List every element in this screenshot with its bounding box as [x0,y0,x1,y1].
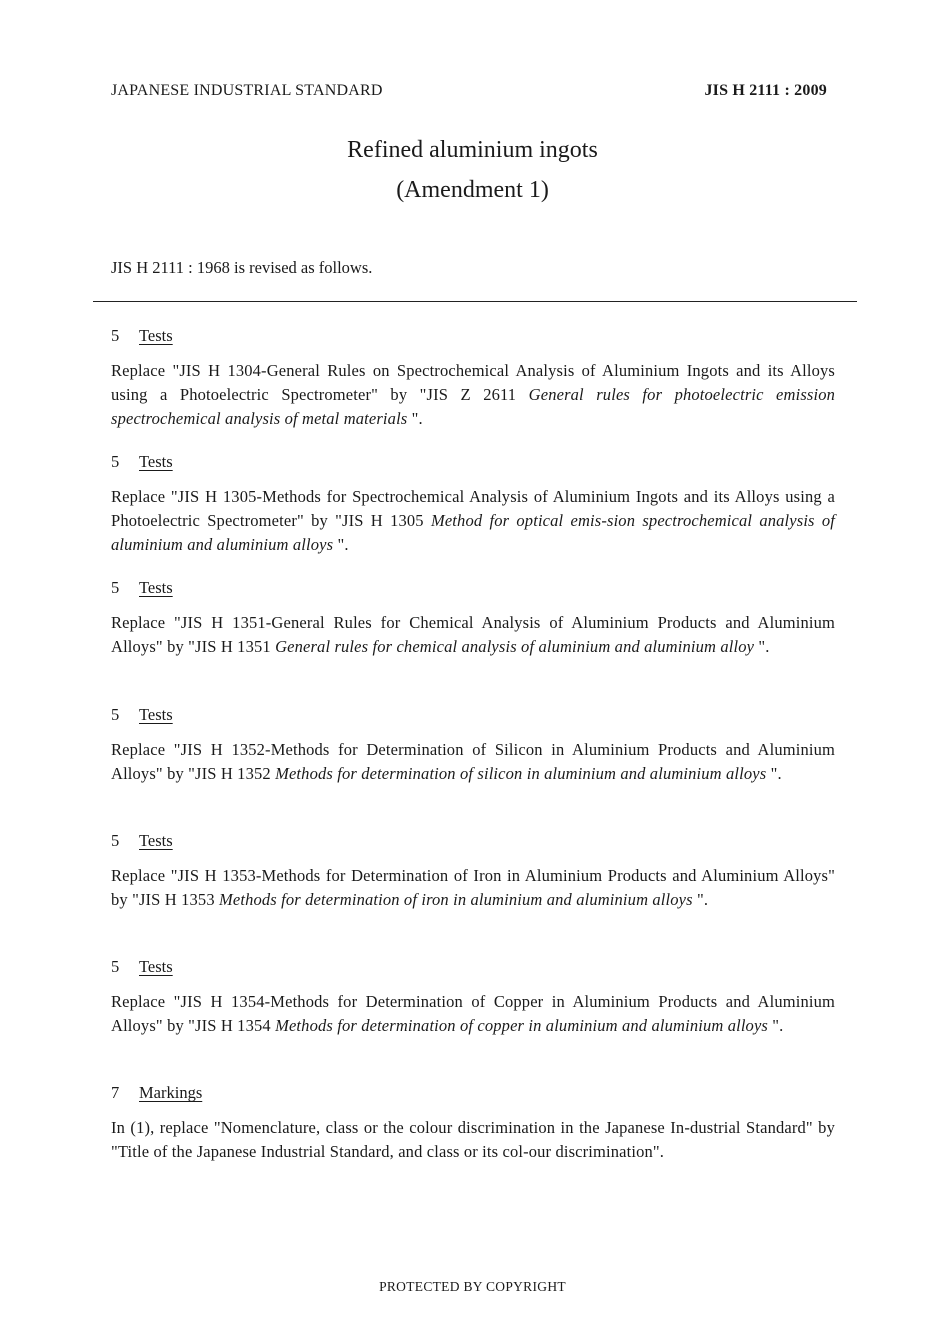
clause-number: 5 [111,830,120,850]
intro-text: JIS H 2111 : 1968 is revised as follows. [111,258,373,277]
clause-title: Tests [139,830,173,850]
clause-title: Tests [139,452,173,472]
clause-text: Replace "JIS H 1352-Methods for Determination of Silicon in Aluminium Products and Aluminium Alloys" by "JIS H 1352 [111,739,835,783]
clause-text-end: ". [407,409,423,428]
clause-text-end: ". [768,1015,784,1035]
clause-item [111,451,835,577]
clause-heading [111,830,835,852]
clause-italic-title: Methods for determination of copper in aluminium and aluminium alloys [275,1015,769,1035]
clause-body [111,990,835,1038]
clause-item [111,704,835,830]
clause-number: 7 [111,1083,120,1103]
clause-list [111,325,835,1208]
clause-italic-title: Method for optical emis-sion spectrochemical analysis of aluminium and aluminium alloys [111,511,835,555]
document-title [0,130,945,210]
clause-number: 5 [111,452,120,472]
clause-item [111,1082,835,1208]
clause-text-end: ". [692,889,709,909]
clause-text: Replace "JIS H 1353-Methods for Determination of Iron in Aluminium Products and Aluminium Alloys" by "JIS H 1353 [111,865,835,909]
title-line-2: (Amendment 1) [396,177,549,203]
clause-italic-title: General rules for photoelectric emission spectrochemical analysis of metal materials [111,385,835,428]
clause-text: Replace "JIS H 1305-Methods for Spectrochemical Analysis of Aluminium Ingots and its Alloys using a Photoelectric Spectrometer" by "JIS H 1305 [111,487,835,531]
clause-text: In (1), replace "Nomenclature, class or the colour discrimination in the Japanese In-dustrial Standard" by "Title of the Japanese Industrial Standard, and class or its col-our discrimination". [111,1118,835,1162]
clause-title: Markings [139,1083,203,1103]
clause-item [111,830,835,956]
clause-heading [111,325,835,347]
title-line-1: Refined aluminium ingots [347,137,598,163]
clause-heading [111,451,835,473]
clause-title: Tests [139,326,173,345]
clause-heading [111,956,835,978]
clause-heading [111,1082,835,1104]
clause-text: Replace "JIS H 1351-General Rules for Chemical Analysis of Aluminium Products and Aluminium Alloys" by "JIS H 1351 [111,613,835,657]
clause-heading [111,577,835,599]
clause-title: Tests [139,956,173,976]
clause-title: Tests [139,704,173,724]
clause-italic-title: General rules for chemical analysis of aluminium and aluminium alloy [275,637,755,657]
clause-body [111,738,835,786]
clause-body [111,611,835,659]
clause-italic-title: Methods for determination of iron in aluminium and aluminium alloys [219,889,693,909]
clause-text-end: ". [333,535,349,555]
clause-title: Tests [139,578,173,598]
standard-label: JAPANESE INDUSTRIAL STANDARD [111,82,383,99]
clause-heading [111,704,835,726]
clause-body [111,1116,835,1164]
standard-number: JIS H 2111 : 2009 [704,82,827,99]
clause-italic-title: Methods for determination of silicon in aluminium and aluminium alloys [275,763,767,783]
clause-number: 5 [111,326,120,345]
clause-number: 5 [111,704,120,724]
clause-text-end: ". [766,763,782,783]
clause-body [111,485,835,557]
copyright-footer: PROTECTED BY COPYRIGHT [379,1279,566,1294]
clause-text-end: ". [754,637,770,657]
clause-item [111,956,835,1082]
clause-text: Replace "JIS H 1304-General Rules on Spectrochemical Analysis of Aluminium Ingots and its Alloys using a Photoelectric Spectrometer" by "JIS Z 2611 [111,361,835,404]
clause-item [111,577,835,703]
clause-body [111,864,835,912]
clause-number: 5 [111,578,120,598]
clause-text: Replace "JIS H 1354-Methods for Determination of Copper in Aluminium Products and Aluminium Alloys" by "JIS H 1354 [111,991,835,1035]
clause-item [111,325,835,451]
horizontal-divider [93,301,857,302]
clause-number: 5 [111,956,120,976]
clause-body [111,359,835,431]
